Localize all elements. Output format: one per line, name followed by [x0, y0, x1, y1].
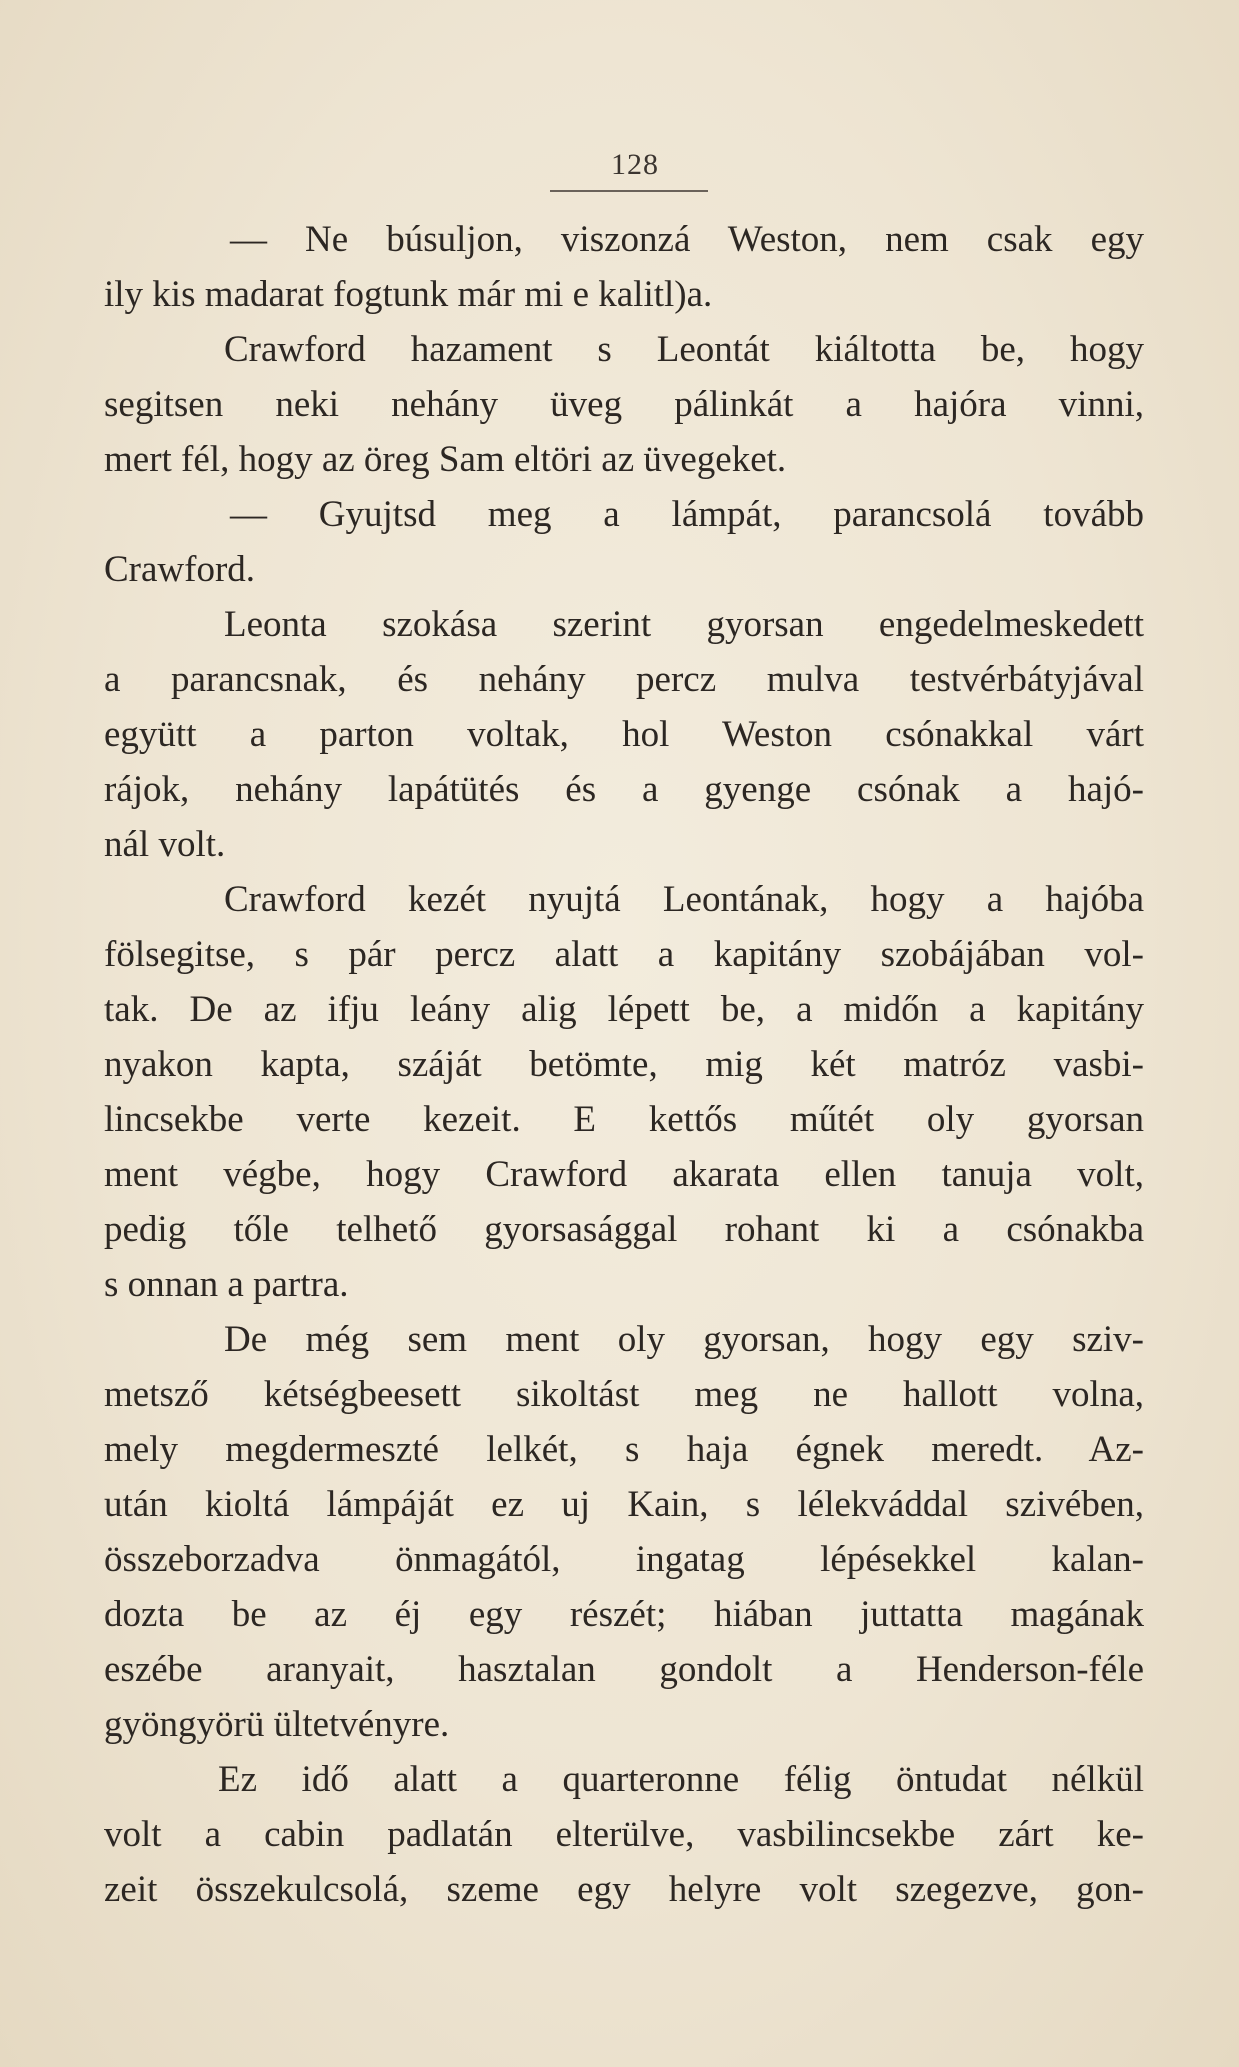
- text-line: — Ne búsuljon, viszonzá Weston, nem csak egy: [230, 219, 1144, 260]
- text-line: lincsekbe verte kezeit. E kettős műtét oly gyorsan: [104, 1099, 1144, 1140]
- text-line: összeborzadva önmagától, ingatag lépésekkel kalan-: [104, 1539, 1144, 1580]
- text-line: pedig tőle telhető gyorsasággal rohant ki a csónakba: [104, 1209, 1144, 1250]
- text-line: mert fél, hogy az öreg Sam eltöri az üvegeket.: [104, 439, 787, 480]
- text-line: után kioltá lámpáját ez uj Kain, s lélekváddal szivében,: [104, 1484, 1144, 1525]
- page-number-rule: [550, 190, 708, 192]
- text-line: tak. De az ifju leány alig lépett be, a midőn a kapitány: [104, 989, 1144, 1030]
- text-line: a parancsnak, és nehány percz mulva testvérbátyjával: [104, 659, 1144, 700]
- page-number: 128: [611, 148, 659, 181]
- text-line: metsző kétségbeesett sikoltást meg ne hallott volna,: [104, 1374, 1144, 1415]
- text-line: — Gyujtsd meg a lámpát, parancsolá tovább: [230, 494, 1144, 535]
- text-line: Crawford hazament s Leontát kiáltotta be, hogy: [224, 329, 1144, 370]
- text-line: rájok, nehány lapátütés és a gyenge csónak a hajó-: [104, 769, 1144, 810]
- text-line: eszébe aranyait, hasztalan gondolt a Henderson-féle: [104, 1649, 1144, 1690]
- text-line: Crawford kezét nyujtá Leontának, hogy a hajóba: [224, 879, 1144, 920]
- text-line: zeit összekulcsolá, szeme egy helyre volt szegezve, gon-: [104, 1869, 1144, 1910]
- text-line: Crawford.: [104, 549, 256, 590]
- text-line: mely megdermeszté lelkét, s haja égnek meredt. Az-: [104, 1429, 1144, 1470]
- text-line: nyakon kapta, száját betömte, mig két matróz vasbi-: [104, 1044, 1144, 1085]
- text-line: segitsen neki nehány üveg pálinkát a hajóra vinni,: [104, 384, 1144, 425]
- text-line: dozta be az éj egy részét; hiában juttatta magának: [104, 1594, 1144, 1635]
- text-line: volt a cabin padlatán elterülve, vasbilincsekbe zárt ke-: [104, 1814, 1144, 1855]
- text-line: ily kis madarat fogtunk már mi e kalitl)a.: [104, 274, 713, 315]
- text-line: De még sem ment oly gyorsan, hogy egy sziv-: [224, 1319, 1144, 1360]
- text-line: együtt a parton voltak, hol Weston csónakkal várt: [104, 714, 1144, 755]
- text-line: gyöngyörü ültetvényre.: [104, 1704, 450, 1745]
- text-line: s onnan a partra.: [104, 1264, 349, 1305]
- page-body-text: [104, 212, 1144, 1917]
- text-line: fölsegitse, s pár percz alatt a kapitány szobájában vol-: [104, 934, 1144, 975]
- text-line: nál volt.: [104, 824, 226, 865]
- text-line: Leonta szokása szerint gyorsan engedelmeskedett: [224, 604, 1144, 645]
- text-line: ment végbe, hogy Crawford akarata ellen tanuja volt,: [104, 1154, 1144, 1195]
- text-line: Ez idő alatt a quarteronne félig öntudat nélkül: [218, 1759, 1144, 1800]
